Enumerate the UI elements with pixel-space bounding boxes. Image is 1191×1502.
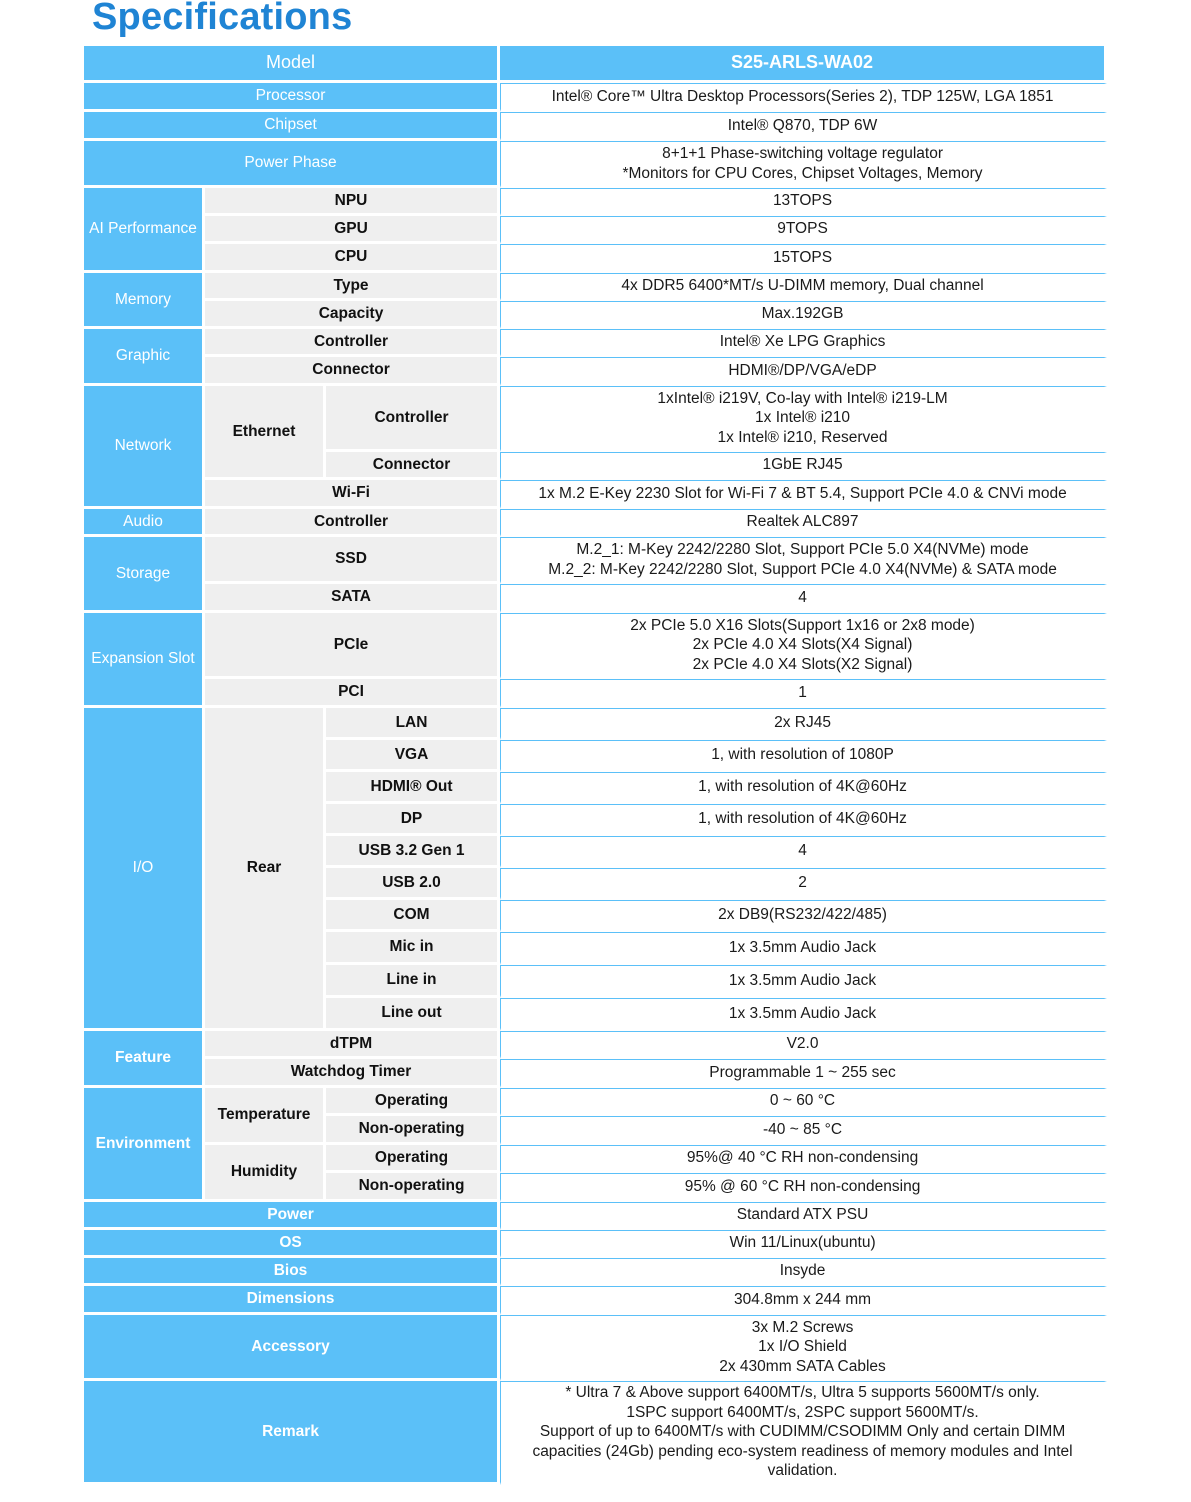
- io-item-value: 1, with resolution of 1080P: [500, 740, 1107, 772]
- hum-non-operating-value: 95% @ 60 °C RH non-condensing: [500, 1173, 1107, 1202]
- ethernet-label: Ethernet: [205, 386, 326, 480]
- io-item-value: 1x 3.5mm Audio Jack: [500, 965, 1107, 998]
- io-item-label: VGA: [326, 740, 500, 772]
- pcie-line: 2x PCIe 5.0 X16 Slots(Support 1x16 or 2x8 mode): [630, 616, 975, 634]
- graphic-connector-value: HDMI®/DP/VGA/eDP: [500, 357, 1107, 386]
- pcie-value: [500, 613, 1107, 679]
- hum-operating-label: Operating: [326, 1145, 500, 1173]
- table-row: [84, 1202, 1107, 1230]
- power-phase-label: Power Phase: [84, 141, 500, 188]
- ethernet-connector-label: Connector: [326, 452, 500, 480]
- table-row: [84, 1145, 1107, 1173]
- io-item-label: LAN: [326, 708, 500, 740]
- table-row: [84, 244, 1107, 273]
- memory-capacity-value: Max.192GB: [500, 301, 1107, 329]
- sata-value: 4: [500, 584, 1107, 613]
- io-item-value: 1x 3.5mm Audio Jack: [500, 932, 1107, 965]
- pci-value: 1: [500, 679, 1107, 708]
- table-row: [84, 679, 1107, 708]
- processor-value: Intel® Core™ Ultra Desktop Processors(Series 2), TDP 125W, LGA 1851: [500, 83, 1107, 112]
- graphic-controller-value: Intel® Xe LPG Graphics: [500, 329, 1107, 357]
- dimensions-value: 304.8mm x 244 mm: [500, 1286, 1107, 1315]
- cpu-value: 15TOPS: [500, 244, 1107, 273]
- io-item-label: COM: [326, 900, 500, 932]
- table-row: [84, 83, 1107, 112]
- table-row: [84, 216, 1107, 244]
- io-item-label: Line in: [326, 965, 500, 998]
- npu-value: 13TOPS: [500, 188, 1107, 216]
- os-value: Win 11/Linux(ubuntu): [500, 1230, 1107, 1258]
- memory-label: Memory: [84, 273, 205, 329]
- graphic-label: Graphic: [84, 329, 205, 386]
- io-item-label: HDMI® Out: [326, 772, 500, 804]
- table-row: [84, 613, 1107, 679]
- io-item-label: DP: [326, 804, 500, 836]
- temp-non-operating-value: -40 ~ 85 °C: [500, 1116, 1107, 1145]
- accessory-line: 3x M.2 Screws: [751, 1318, 854, 1336]
- temp-operating-label: Operating: [326, 1088, 500, 1116]
- ethernet-controller-value: [500, 386, 1107, 452]
- wifi-label: Wi-Fi: [205, 480, 500, 509]
- ssd-line: M.2_1: M-Key 2242/2280 Slot, Support PCIe 5.0 X4(NVMe) mode: [576, 541, 1029, 558]
- io-item-value: 2x RJ45: [500, 708, 1107, 740]
- wifi-value: 1x M.2 E-Key 2230 Slot for Wi-Fi 7 & BT 5.4, Support PCIe 4.0 & CNVi mode: [500, 480, 1107, 509]
- table-row: [84, 480, 1107, 509]
- table-row: [84, 1381, 1107, 1485]
- npu-label: NPU: [205, 188, 500, 216]
- pcie-line: 2x PCIe 4.0 X4 Slots(X4 Signal): [692, 636, 913, 654]
- cpu-label: CPU: [205, 244, 500, 273]
- audio-controller-label: Controller: [205, 509, 500, 537]
- table-row: [84, 1059, 1107, 1088]
- memory-capacity-label: Capacity: [205, 301, 500, 329]
- ssd-label: SSD: [205, 537, 500, 584]
- ai-performance-label: AI Performance: [84, 188, 205, 273]
- memory-type-value: 4x DDR5 6400*MT/s U-DIMM memory, Dual channel: [500, 273, 1107, 301]
- pci-label: PCI: [205, 679, 500, 708]
- table-row: [84, 1031, 1107, 1059]
- io-item-value: 1, with resolution of 4K@60Hz: [500, 772, 1107, 804]
- os-label: OS: [84, 1230, 500, 1258]
- io-label: I/O: [84, 708, 205, 1031]
- processor-label: Processor: [84, 83, 500, 112]
- hum-operating-value: 95%@ 40 °C RH non-condensing: [500, 1145, 1107, 1173]
- ssd-value: [500, 537, 1107, 584]
- remark-line: Support of up to 6400MT/s with CUDIMM/CSODIMM Only and certain DIMM capacities (24Gb) pending eco-system readiness of memory modules and Intel validation.: [532, 1423, 1073, 1480]
- power-phase-line: 8+1+1 Phase-switching voltage regulator: [662, 145, 943, 162]
- power-phase-value: [500, 141, 1107, 188]
- ethernet-controller-line: 1x Intel® i210, Reserved: [717, 428, 888, 446]
- accessory-label: Accessory: [84, 1315, 500, 1381]
- table-header-row: [84, 46, 1107, 83]
- expansion-slot-label: Expansion Slot: [84, 613, 205, 708]
- dtpm-value: V2.0: [500, 1031, 1107, 1059]
- sata-label: SATA: [205, 584, 500, 613]
- io-item-label: USB 2.0: [326, 868, 500, 900]
- io-item-value: 2x DB9(RS232/422/485): [500, 900, 1107, 932]
- gpu-label: GPU: [205, 216, 500, 244]
- model-value: S25-ARLS-WA02: [500, 46, 1107, 83]
- temp-non-operating-label: Non-operating: [326, 1116, 500, 1145]
- pcie-line: 2x PCIe 4.0 X4 Slots(X2 Signal): [692, 655, 913, 673]
- table-row: [84, 1088, 1107, 1116]
- io-item-value: 1x 3.5mm Audio Jack: [500, 998, 1107, 1031]
- ethernet-connector-value: 1GbE RJ45: [500, 452, 1107, 480]
- io-item-label: Mic in: [326, 932, 500, 965]
- table-row: [84, 708, 1107, 740]
- io-item-value: 4: [500, 836, 1107, 868]
- dimensions-label: Dimensions: [84, 1286, 500, 1315]
- table-row: [84, 1286, 1107, 1315]
- table-row: [84, 357, 1107, 386]
- ssd-line: M.2_2: M-Key 2242/2280 Slot, Support PCIe 4.0 X4(NVMe) & SATA mode: [548, 560, 1057, 578]
- io-item-label: USB 3.2 Gen 1: [326, 836, 500, 868]
- hum-non-operating-label: Non-operating: [326, 1173, 500, 1202]
- storage-label: Storage: [84, 537, 205, 613]
- table-row: [84, 509, 1107, 537]
- ethernet-controller-line: 1xIntel® i219V, Co-lay with Intel® i219-LM: [657, 389, 948, 407]
- table-row: [84, 301, 1107, 329]
- bios-value: Insyde: [500, 1258, 1107, 1286]
- table-row: [84, 1315, 1107, 1381]
- remark-label: Remark: [84, 1381, 500, 1485]
- table-row: [84, 537, 1107, 584]
- memory-type-label: Type: [205, 273, 500, 301]
- table-row: [84, 329, 1107, 357]
- page-title: Specifications: [92, 0, 353, 38]
- io-item-value: 1, with resolution of 4K@60Hz: [500, 804, 1107, 836]
- ethernet-controller-label: Controller: [326, 386, 500, 452]
- io-item-value: 2: [500, 868, 1107, 900]
- power-phase-line: *Monitors for CPU Cores, Chipset Voltages, Memory: [622, 164, 983, 182]
- accessory-line: 1x I/O Shield: [758, 1338, 847, 1356]
- power-value: Standard ATX PSU: [500, 1202, 1107, 1230]
- power-label: Power: [84, 1202, 500, 1230]
- bios-label: Bios: [84, 1258, 500, 1286]
- accessory-value: [500, 1315, 1107, 1381]
- pcie-label: PCIe: [205, 613, 500, 679]
- humidity-label: Humidity: [205, 1145, 326, 1202]
- table-row: [84, 1258, 1107, 1286]
- audio-controller-value: Realtek ALC897: [500, 509, 1107, 537]
- remark-value: [500, 1381, 1107, 1485]
- remark-line: * Ultra 7 & Above support 6400MT/s, Ultra 5 supports 5600MT/s only.: [565, 1384, 1040, 1402]
- temperature-label: Temperature: [205, 1088, 326, 1145]
- table-row: [84, 141, 1107, 188]
- network-label: Network: [84, 386, 205, 509]
- table-row: [84, 386, 1107, 452]
- dtpm-label: dTPM: [205, 1031, 500, 1059]
- table-row: [84, 112, 1107, 141]
- environment-label: Environment: [84, 1088, 205, 1202]
- graphic-controller-label: Controller: [205, 329, 500, 357]
- audio-label: Audio: [84, 509, 205, 537]
- spec-table: [84, 46, 1107, 1485]
- chipset-label: Chipset: [84, 112, 500, 141]
- chipset-value: Intel® Q870, TDP 6W: [500, 112, 1107, 141]
- model-header: Model: [84, 46, 500, 83]
- gpu-value: 9TOPS: [500, 216, 1107, 244]
- io-rear-label: Rear: [205, 708, 326, 1031]
- temp-operating-value: 0 ~ 60 °C: [500, 1088, 1107, 1116]
- table-row: [84, 188, 1107, 216]
- feature-label: Feature: [84, 1031, 205, 1088]
- table-row: [84, 1230, 1107, 1258]
- graphic-connector-label: Connector: [205, 357, 500, 386]
- watchdog-label: Watchdog Timer: [205, 1059, 500, 1088]
- ethernet-controller-line: 1x Intel® i210: [755, 409, 851, 427]
- table-row: [84, 273, 1107, 301]
- io-item-label: Line out: [326, 998, 500, 1031]
- table-row: [84, 584, 1107, 613]
- watchdog-value: Programmable 1 ~ 255 sec: [500, 1059, 1107, 1088]
- remark-line: 1SPC support 6400MT/s, 2SPC support 5600MT/s.: [626, 1403, 979, 1421]
- accessory-line: 2x 430mm SATA Cables: [719, 1357, 886, 1375]
